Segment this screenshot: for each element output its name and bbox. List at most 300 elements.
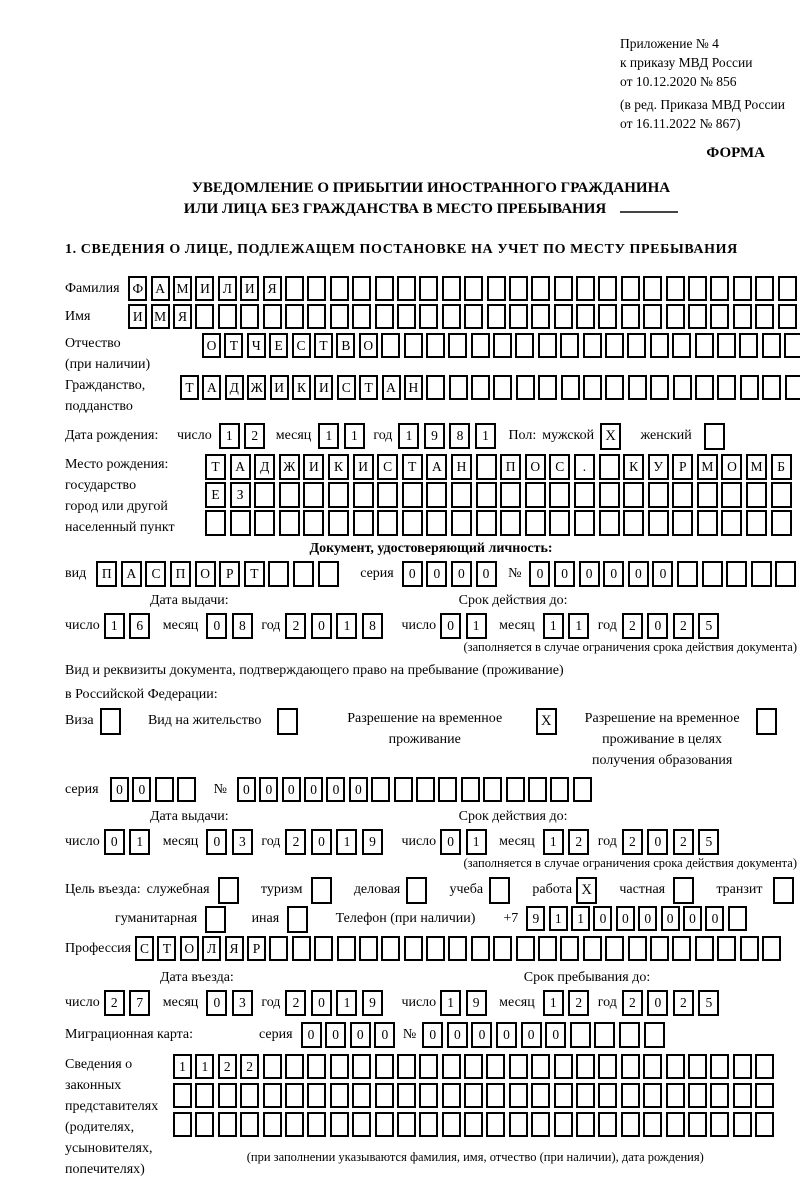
char-box[interactable] bbox=[666, 1083, 685, 1108]
char-box[interactable] bbox=[702, 561, 723, 587]
char-box[interactable] bbox=[352, 1054, 371, 1079]
char-box[interactable] bbox=[218, 1083, 237, 1108]
char-box[interactable] bbox=[576, 1112, 595, 1137]
char-box[interactable] bbox=[155, 777, 174, 802]
char-box[interactable]: З bbox=[230, 482, 251, 508]
char-box[interactable] bbox=[762, 333, 781, 358]
char-box[interactable] bbox=[375, 1083, 394, 1108]
char-box[interactable] bbox=[352, 1112, 371, 1137]
char-box[interactable]: 9 bbox=[466, 990, 487, 1016]
char-box[interactable] bbox=[666, 1054, 685, 1079]
char-box[interactable] bbox=[762, 375, 781, 400]
char-box[interactable]: Л bbox=[218, 276, 237, 301]
char-box[interactable] bbox=[397, 1054, 416, 1079]
char-box[interactable] bbox=[531, 276, 550, 301]
char-box[interactable] bbox=[756, 708, 777, 735]
char-box[interactable]: 0 bbox=[554, 561, 575, 587]
char-box[interactable]: О bbox=[359, 333, 378, 358]
char-box[interactable] bbox=[352, 1083, 371, 1108]
char-box[interactable] bbox=[451, 510, 472, 536]
char-box[interactable] bbox=[100, 708, 121, 735]
char-box[interactable]: 1 bbox=[549, 906, 568, 931]
char-box[interactable] bbox=[416, 777, 435, 802]
char-box[interactable] bbox=[531, 1083, 550, 1108]
char-box[interactable]: И bbox=[353, 454, 374, 480]
char-box[interactable]: И bbox=[303, 454, 324, 480]
char-box[interactable]: 0 bbox=[325, 1022, 346, 1048]
char-box[interactable] bbox=[677, 561, 698, 587]
char-box[interactable] bbox=[538, 375, 557, 400]
char-box[interactable] bbox=[697, 482, 718, 508]
char-box[interactable] bbox=[371, 777, 390, 802]
char-box[interactable] bbox=[489, 877, 510, 904]
char-box[interactable] bbox=[397, 1083, 416, 1108]
char-box[interactable] bbox=[672, 482, 693, 508]
char-box[interactable]: Д bbox=[254, 454, 275, 480]
char-box[interactable]: А bbox=[121, 561, 142, 587]
char-box[interactable] bbox=[442, 1054, 461, 1079]
char-box[interactable] bbox=[448, 936, 467, 961]
char-box[interactable]: Р bbox=[672, 454, 693, 480]
char-box[interactable] bbox=[285, 276, 304, 301]
char-box[interactable] bbox=[240, 1083, 259, 1108]
char-box[interactable]: 0 bbox=[603, 561, 624, 587]
char-box[interactable] bbox=[621, 304, 640, 329]
char-box[interactable] bbox=[442, 1083, 461, 1108]
char-box[interactable] bbox=[195, 1083, 214, 1108]
char-box[interactable] bbox=[337, 936, 356, 961]
char-box[interactable]: 1 bbox=[543, 613, 564, 639]
char-box[interactable]: 0 bbox=[683, 906, 702, 931]
char-box[interactable] bbox=[550, 777, 569, 802]
char-box[interactable]: 0 bbox=[311, 829, 332, 855]
char-box[interactable]: Т bbox=[359, 375, 378, 400]
char-box[interactable]: Н bbox=[404, 375, 423, 400]
char-box[interactable]: О bbox=[180, 936, 199, 961]
char-box[interactable] bbox=[785, 375, 800, 400]
char-box[interactable] bbox=[688, 304, 707, 329]
char-box[interactable] bbox=[307, 1112, 326, 1137]
char-box[interactable] bbox=[583, 333, 602, 358]
char-box[interactable] bbox=[549, 510, 570, 536]
char-box[interactable]: 1 bbox=[173, 1054, 192, 1079]
char-box[interactable] bbox=[621, 1083, 640, 1108]
char-box[interactable]: 9 bbox=[362, 829, 383, 855]
char-box[interactable]: 5 bbox=[698, 829, 719, 855]
char-box[interactable] bbox=[531, 304, 550, 329]
char-box[interactable] bbox=[263, 1083, 282, 1108]
char-box[interactable]: 5 bbox=[698, 990, 719, 1016]
char-box[interactable]: К bbox=[292, 375, 311, 400]
char-box[interactable] bbox=[419, 276, 438, 301]
char-box[interactable]: Ф bbox=[128, 276, 147, 301]
char-box[interactable] bbox=[538, 936, 557, 961]
char-box[interactable] bbox=[464, 276, 483, 301]
char-box[interactable]: Т bbox=[180, 375, 199, 400]
char-box[interactable] bbox=[688, 1054, 707, 1079]
char-box[interactable]: 8 bbox=[232, 613, 253, 639]
char-box[interactable] bbox=[554, 304, 573, 329]
char-box[interactable] bbox=[277, 708, 298, 735]
char-box[interactable] bbox=[576, 276, 595, 301]
char-box[interactable]: П bbox=[96, 561, 117, 587]
char-box[interactable]: 0 bbox=[422, 1022, 443, 1048]
char-box[interactable] bbox=[263, 1112, 282, 1137]
char-box[interactable] bbox=[672, 936, 691, 961]
char-box[interactable] bbox=[666, 276, 685, 301]
char-box[interactable] bbox=[733, 1112, 752, 1137]
char-box[interactable] bbox=[516, 936, 535, 961]
char-box[interactable] bbox=[442, 1112, 461, 1137]
char-box[interactable]: 0 bbox=[304, 777, 323, 802]
char-box[interactable] bbox=[621, 1054, 640, 1079]
char-box[interactable] bbox=[352, 304, 371, 329]
char-box[interactable]: А bbox=[426, 454, 447, 480]
char-box[interactable] bbox=[554, 276, 573, 301]
char-box[interactable] bbox=[500, 510, 521, 536]
char-box[interactable]: Т bbox=[402, 454, 423, 480]
char-box[interactable]: 3 bbox=[232, 990, 253, 1016]
char-box[interactable]: Б bbox=[771, 454, 792, 480]
char-box[interactable] bbox=[673, 375, 692, 400]
char-box[interactable] bbox=[419, 1054, 438, 1079]
char-box[interactable] bbox=[740, 375, 759, 400]
char-box[interactable]: И bbox=[240, 276, 259, 301]
char-box[interactable] bbox=[666, 1112, 685, 1137]
char-box[interactable] bbox=[695, 333, 714, 358]
char-box[interactable]: 0 bbox=[705, 906, 724, 931]
char-box[interactable] bbox=[311, 877, 332, 904]
char-box[interactable] bbox=[648, 510, 669, 536]
char-box[interactable] bbox=[419, 1112, 438, 1137]
char-box[interactable] bbox=[728, 906, 747, 931]
char-box[interactable]: X bbox=[600, 423, 621, 450]
char-box[interactable] bbox=[598, 1112, 617, 1137]
char-box[interactable] bbox=[292, 936, 311, 961]
char-box[interactable] bbox=[778, 276, 797, 301]
char-box[interactable]: 0 bbox=[647, 613, 668, 639]
char-box[interactable] bbox=[643, 304, 662, 329]
char-box[interactable] bbox=[721, 510, 742, 536]
char-box[interactable]: 1 bbox=[543, 990, 564, 1016]
char-box[interactable] bbox=[773, 877, 794, 904]
char-box[interactable] bbox=[755, 304, 774, 329]
char-box[interactable] bbox=[755, 276, 774, 301]
char-box[interactable]: 5 bbox=[698, 613, 719, 639]
char-box[interactable]: 2 bbox=[285, 829, 306, 855]
char-box[interactable] bbox=[755, 1083, 774, 1108]
char-box[interactable]: 0 bbox=[402, 561, 423, 587]
char-box[interactable] bbox=[621, 276, 640, 301]
char-box[interactable] bbox=[576, 304, 595, 329]
char-box[interactable] bbox=[426, 936, 445, 961]
char-box[interactable]: 1 bbox=[568, 613, 589, 639]
char-box[interactable] bbox=[240, 304, 259, 329]
char-box[interactable] bbox=[576, 1083, 595, 1108]
char-box[interactable] bbox=[397, 304, 416, 329]
char-box[interactable] bbox=[173, 1083, 192, 1108]
char-box[interactable] bbox=[627, 333, 646, 358]
char-box[interactable]: 1 bbox=[129, 829, 150, 855]
char-box[interactable]: Я bbox=[263, 276, 282, 301]
char-box[interactable]: 1 bbox=[440, 990, 461, 1016]
char-box[interactable] bbox=[599, 482, 620, 508]
char-box[interactable]: Ч bbox=[247, 333, 266, 358]
char-box[interactable] bbox=[688, 1112, 707, 1137]
char-box[interactable] bbox=[531, 1054, 550, 1079]
char-box[interactable]: Ж bbox=[279, 454, 300, 480]
char-box[interactable]: М bbox=[151, 304, 170, 329]
char-box[interactable] bbox=[733, 304, 752, 329]
char-box[interactable]: 0 bbox=[206, 990, 227, 1016]
char-box[interactable]: М bbox=[697, 454, 718, 480]
char-box[interactable]: 0 bbox=[661, 906, 680, 931]
char-box[interactable] bbox=[666, 304, 685, 329]
char-box[interactable] bbox=[303, 482, 324, 508]
char-box[interactable] bbox=[375, 1054, 394, 1079]
char-box[interactable] bbox=[483, 777, 502, 802]
char-box[interactable] bbox=[451, 482, 472, 508]
char-box[interactable]: 0 bbox=[616, 906, 635, 931]
char-box[interactable] bbox=[500, 482, 521, 508]
char-box[interactable]: А bbox=[230, 454, 251, 480]
char-box[interactable]: 9 bbox=[362, 990, 383, 1016]
char-box[interactable]: 0 bbox=[652, 561, 673, 587]
char-box[interactable] bbox=[515, 333, 534, 358]
char-box[interactable]: 0 bbox=[496, 1022, 517, 1048]
char-box[interactable]: 0 bbox=[545, 1022, 566, 1048]
char-box[interactable] bbox=[733, 1083, 752, 1108]
char-box[interactable] bbox=[442, 304, 461, 329]
char-box[interactable] bbox=[307, 304, 326, 329]
char-box[interactable] bbox=[704, 423, 725, 450]
char-box[interactable]: К bbox=[328, 454, 349, 480]
char-box[interactable] bbox=[733, 1054, 752, 1079]
char-box[interactable] bbox=[285, 304, 304, 329]
char-box[interactable] bbox=[195, 304, 214, 329]
char-box[interactable] bbox=[330, 276, 349, 301]
char-box[interactable]: 3 bbox=[232, 829, 253, 855]
char-box[interactable] bbox=[695, 936, 714, 961]
char-box[interactable]: У bbox=[648, 454, 669, 480]
char-box[interactable] bbox=[287, 906, 308, 933]
char-box[interactable]: 1 bbox=[398, 423, 419, 449]
char-box[interactable] bbox=[538, 333, 557, 358]
char-box[interactable]: 0 bbox=[282, 777, 301, 802]
char-box[interactable] bbox=[762, 936, 781, 961]
char-box[interactable]: Е bbox=[269, 333, 288, 358]
char-box[interactable] bbox=[173, 1112, 192, 1137]
char-box[interactable] bbox=[628, 375, 647, 400]
char-box[interactable] bbox=[359, 936, 378, 961]
char-box[interactable] bbox=[755, 1054, 774, 1079]
char-box[interactable] bbox=[549, 482, 570, 508]
char-box[interactable] bbox=[605, 375, 624, 400]
char-box[interactable] bbox=[721, 482, 742, 508]
char-box[interactable] bbox=[486, 1083, 505, 1108]
char-box[interactable] bbox=[375, 276, 394, 301]
char-box[interactable]: 2 bbox=[568, 829, 589, 855]
char-box[interactable] bbox=[263, 304, 282, 329]
char-box[interactable] bbox=[426, 375, 445, 400]
char-box[interactable] bbox=[330, 1112, 349, 1137]
char-box[interactable]: Я bbox=[173, 304, 192, 329]
char-box[interactable] bbox=[205, 510, 226, 536]
char-box[interactable]: 1 bbox=[195, 1054, 214, 1079]
char-box[interactable] bbox=[205, 906, 226, 933]
char-box[interactable]: Д bbox=[225, 375, 244, 400]
char-box[interactable] bbox=[739, 333, 758, 358]
char-box[interactable] bbox=[476, 482, 497, 508]
char-box[interactable]: 1 bbox=[543, 829, 564, 855]
char-box[interactable]: 0 bbox=[593, 906, 612, 931]
char-box[interactable] bbox=[717, 375, 736, 400]
char-box[interactable] bbox=[314, 936, 333, 961]
char-box[interactable] bbox=[570, 1022, 591, 1048]
char-box[interactable] bbox=[352, 276, 371, 301]
char-box[interactable] bbox=[644, 1022, 665, 1048]
char-box[interactable] bbox=[573, 777, 592, 802]
char-box[interactable] bbox=[303, 510, 324, 536]
char-box[interactable] bbox=[218, 877, 239, 904]
char-box[interactable] bbox=[218, 304, 237, 329]
char-box[interactable]: 0 bbox=[426, 561, 447, 587]
char-box[interactable] bbox=[442, 276, 461, 301]
char-box[interactable] bbox=[628, 936, 647, 961]
char-box[interactable] bbox=[218, 1112, 237, 1137]
char-box[interactable]: 2 bbox=[673, 990, 694, 1016]
char-box[interactable] bbox=[375, 304, 394, 329]
char-box[interactable]: 2 bbox=[622, 990, 643, 1016]
char-box[interactable]: Л bbox=[202, 936, 221, 961]
char-box[interactable]: 0 bbox=[110, 777, 129, 802]
char-box[interactable]: П bbox=[500, 454, 521, 480]
char-box[interactable] bbox=[554, 1083, 573, 1108]
char-box[interactable] bbox=[381, 936, 400, 961]
char-box[interactable] bbox=[394, 777, 413, 802]
char-box[interactable]: О bbox=[195, 561, 216, 587]
char-box[interactable]: И bbox=[195, 276, 214, 301]
char-box[interactable]: 0 bbox=[326, 777, 345, 802]
char-box[interactable] bbox=[230, 510, 251, 536]
char-box[interactable] bbox=[648, 482, 669, 508]
char-box[interactable]: О bbox=[721, 454, 742, 480]
char-box[interactable]: 2 bbox=[240, 1054, 259, 1079]
char-box[interactable] bbox=[381, 333, 400, 358]
char-box[interactable]: 8 bbox=[362, 613, 383, 639]
char-box[interactable] bbox=[746, 510, 767, 536]
char-box[interactable] bbox=[279, 510, 300, 536]
char-box[interactable]: А bbox=[382, 375, 401, 400]
char-box[interactable] bbox=[240, 1112, 259, 1137]
char-box[interactable] bbox=[672, 510, 693, 536]
char-box[interactable] bbox=[279, 482, 300, 508]
char-box[interactable]: С bbox=[377, 454, 398, 480]
char-box[interactable] bbox=[293, 561, 314, 587]
char-box[interactable] bbox=[195, 1112, 214, 1137]
char-box[interactable]: 2 bbox=[622, 613, 643, 639]
char-box[interactable]: К bbox=[623, 454, 644, 480]
char-box[interactable] bbox=[516, 375, 535, 400]
char-box[interactable]: С bbox=[135, 936, 154, 961]
char-box[interactable]: 9 bbox=[526, 906, 545, 931]
char-box[interactable]: 0 bbox=[237, 777, 256, 802]
char-box[interactable]: О bbox=[525, 454, 546, 480]
char-box[interactable] bbox=[449, 375, 468, 400]
char-box[interactable] bbox=[254, 510, 275, 536]
char-box[interactable]: Е bbox=[205, 482, 226, 508]
char-box[interactable] bbox=[307, 1083, 326, 1108]
char-box[interactable]: 0 bbox=[311, 990, 332, 1016]
char-box[interactable]: Р bbox=[219, 561, 240, 587]
char-box[interactable]: 2 bbox=[218, 1054, 237, 1079]
char-box[interactable] bbox=[464, 1112, 483, 1137]
char-box[interactable] bbox=[726, 561, 747, 587]
char-box[interactable] bbox=[509, 276, 528, 301]
char-box[interactable]: Р bbox=[247, 936, 266, 961]
char-box[interactable]: 2 bbox=[673, 829, 694, 855]
char-box[interactable]: 2 bbox=[285, 613, 306, 639]
char-box[interactable]: С bbox=[145, 561, 166, 587]
char-box[interactable]: 0 bbox=[440, 829, 461, 855]
char-box[interactable]: А bbox=[202, 375, 221, 400]
char-box[interactable]: И bbox=[128, 304, 147, 329]
char-box[interactable] bbox=[461, 777, 480, 802]
char-box[interactable]: 0 bbox=[529, 561, 550, 587]
char-box[interactable]: И bbox=[314, 375, 333, 400]
char-box[interactable] bbox=[599, 454, 620, 480]
char-box[interactable]: X bbox=[576, 877, 597, 904]
char-box[interactable] bbox=[263, 1054, 282, 1079]
char-box[interactable] bbox=[406, 877, 427, 904]
char-box[interactable] bbox=[695, 375, 714, 400]
char-box[interactable]: С bbox=[337, 375, 356, 400]
char-box[interactable] bbox=[688, 1083, 707, 1108]
char-box[interactable] bbox=[771, 482, 792, 508]
char-box[interactable]: И bbox=[270, 375, 289, 400]
char-box[interactable] bbox=[397, 1112, 416, 1137]
char-box[interactable] bbox=[598, 276, 617, 301]
char-box[interactable] bbox=[574, 482, 595, 508]
char-box[interactable] bbox=[377, 510, 398, 536]
char-box[interactable] bbox=[554, 1112, 573, 1137]
char-box[interactable] bbox=[448, 333, 467, 358]
char-box[interactable]: 2 bbox=[104, 990, 125, 1016]
char-box[interactable]: М bbox=[173, 276, 192, 301]
char-box[interactable] bbox=[307, 276, 326, 301]
char-box[interactable] bbox=[717, 333, 736, 358]
char-box[interactable]: 1 bbox=[336, 990, 357, 1016]
char-box[interactable] bbox=[487, 304, 506, 329]
char-box[interactable] bbox=[493, 333, 512, 358]
char-box[interactable] bbox=[353, 510, 374, 536]
char-box[interactable]: 0 bbox=[451, 561, 472, 587]
char-box[interactable]: Н bbox=[451, 454, 472, 480]
char-box[interactable] bbox=[377, 482, 398, 508]
char-box[interactable] bbox=[688, 276, 707, 301]
char-box[interactable]: Т bbox=[157, 936, 176, 961]
char-box[interactable]: 0 bbox=[374, 1022, 395, 1048]
char-box[interactable] bbox=[285, 1054, 304, 1079]
char-box[interactable] bbox=[778, 304, 797, 329]
char-box[interactable] bbox=[528, 777, 547, 802]
char-box[interactable] bbox=[493, 936, 512, 961]
char-box[interactable] bbox=[509, 304, 528, 329]
char-box[interactable]: М bbox=[746, 454, 767, 480]
char-box[interactable]: 0 bbox=[647, 829, 668, 855]
char-box[interactable] bbox=[673, 877, 694, 904]
char-box[interactable] bbox=[650, 936, 669, 961]
